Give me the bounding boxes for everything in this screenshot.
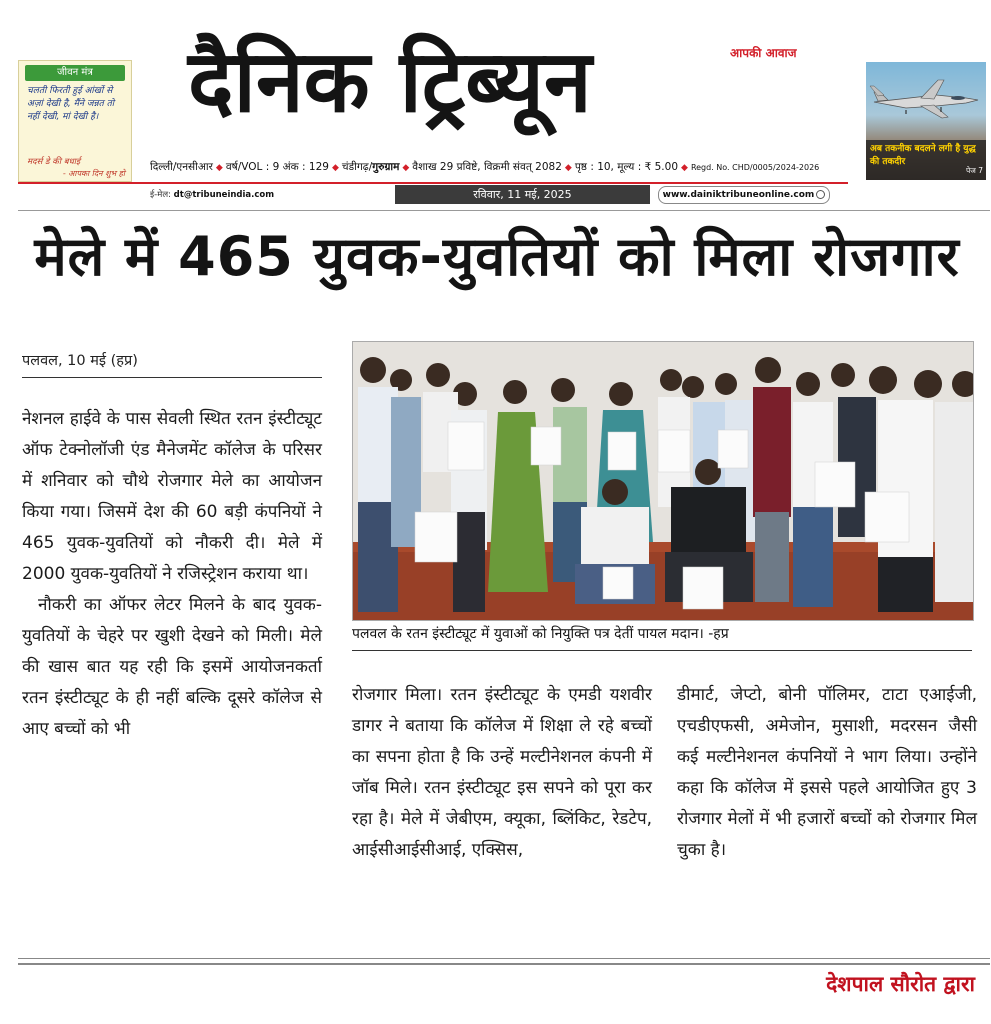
city-bold: गुरुग्राम — [372, 161, 400, 173]
column-3-text: डीमार्ट, जेप्टो, बोनी पॉलिमर, टाटा एआईजी, एचडीएफसी, अमेजोन, मुसाशी, मदरसन जैसी कई मल्टीनेशनल कंपनियों ने भाग लिया। उन्होंने कहा कि कॉलेज में इससे पहले आयोजित हुए 3 रोजगार मेलों में भी हजारों बच्चों को रोजगार मिल चुका है। — [677, 685, 977, 860]
email-link[interactable]: dt@tribuneindia.com — [173, 190, 275, 200]
article-headline: मेले में 465 युवक-युवतियों को मिला रोजगार — [34, 225, 960, 288]
pages-price: पृष्ठ : 10, मूल्य : ₹ 5.00 — [574, 161, 679, 173]
article-dateline: पलवल, 10 मई (हप्र) — [22, 353, 138, 369]
diamond-icon: ◆ — [402, 163, 410, 173]
diamond-icon: ◆ — [681, 163, 688, 173]
teaser-text: अब तकनीक बदलने लगी है युद्ध की तकदीर — [870, 144, 976, 167]
search-icon — [816, 190, 825, 199]
photo-caption: पलवल के रतन इंस्टीट्यूट में युवाओं को नियुक्ति पत्र देतीं पायल मदान। -हप्र — [352, 626, 729, 642]
group-photo-illustration — [353, 342, 973, 620]
teaser-box[interactable] — [866, 62, 986, 180]
diamond-icon: ◆ — [331, 163, 339, 173]
paragraph-1: नेशनल हाईवे के पास सेवली स्थित रतन इंस्टीट्यूट ऑफ टेक्नोलॉजी एंड मैनेजमेंट कॉलेज के परिसर में शनिवार को चौथे रोजगार मेले का आयोजन किया गया। जिसमें देश की 60 बड़ी कंपनियों ने 465 युवक-युवतियों को नौकरी दी। मेले में 2000 युवक-युवतियों ने रजिस्ट्रेशन कराया था। — [22, 409, 322, 584]
paragraph-2: नौकरी का ऑफर लेटर मिलने के बाद युवक-युवतियों के चेहरे पर खुशी देखने को मिली। मेले की खास बात यह रही कि इसमें आयोजनकर्ता रतन इंस्टीट्यूट के ही नहीं बल्कि दूसरे कॉलेज से आए बच्चों को भी — [22, 595, 322, 739]
hindu-date: वैशाख 29 प्रविष्टे, विक्रमी संवत् 2082 — [412, 161, 562, 173]
teaser-caption — [866, 140, 986, 180]
masthead-divider — [18, 182, 848, 184]
promo-note-2: - आपका दिन शुभ हो — [62, 169, 125, 178]
city: चंडीगढ़/ — [341, 161, 373, 173]
article-photo — [352, 341, 974, 621]
registration-number: Regd. No. CHD/0005/2024-2026 — [690, 163, 820, 172]
promo-text: चलती फिरती हुई आंखों से अज़ां देखी है, मैंने जन्नत तो नहीं देखी, मां देखी है। — [27, 86, 115, 122]
article-byline: देशपाल सौरोत द्वारा — [826, 972, 975, 996]
masthead-title: दैनिक ट्रिब्यून — [188, 32, 592, 132]
fighter-jet-image — [866, 62, 986, 142]
caption-rule — [352, 650, 972, 651]
diamond-icon: ◆ — [564, 163, 572, 173]
article-column-1 — [22, 404, 322, 745]
header-rule — [18, 210, 990, 211]
website-url[interactable]: www.dainiktribuneonline.com — [662, 190, 815, 200]
masthead-tagline: आपकी आवाज — [730, 46, 797, 60]
website-link[interactable] — [658, 186, 830, 204]
email-label: ई-मेल — [150, 190, 169, 200]
promo-note: मदर्स डे की बधाई — [27, 157, 81, 167]
promo-box — [18, 60, 132, 182]
date-bar: रविवार, 11 मई, 2025 — [395, 185, 650, 204]
article-column-3 — [677, 680, 977, 866]
column-2-text: रोजगार मिला। रतन इंस्टीट्यूट के एमडी यशवीर डागर ने बताया कि कॉलेज में शिक्षा ले रहे बच्चों का सपना होता है कि उन्हें मल्टीनेशनल कंपनी में जॉब मिले। रतन इंस्टीट्यूट इस सपने को पूरा कर रहा है। मेले में जेबीएम, क्यूका, ब्लिंकिट, रेडटेप, आईसीआईसीआई, एक्सिस, — [352, 685, 652, 860]
teaser-page: पेज 7 — [966, 166, 983, 175]
article-column-2 — [352, 680, 652, 866]
promo-header: जीवन मंत्र — [25, 65, 125, 81]
footer-rule-1 — [18, 958, 990, 959]
diamond-icon: ◆ — [215, 163, 223, 173]
masthead-info-bar — [150, 160, 855, 174]
email-line: ई-मेल: dt@tribuneindia.com — [150, 190, 275, 200]
volume: वर्ष/VOL : 9 अंक : 129 — [225, 161, 329, 173]
dateline-rule — [22, 377, 322, 378]
footer-rule-2 — [18, 963, 990, 965]
edition: दिल्ली/एनसीआर — [150, 161, 213, 173]
